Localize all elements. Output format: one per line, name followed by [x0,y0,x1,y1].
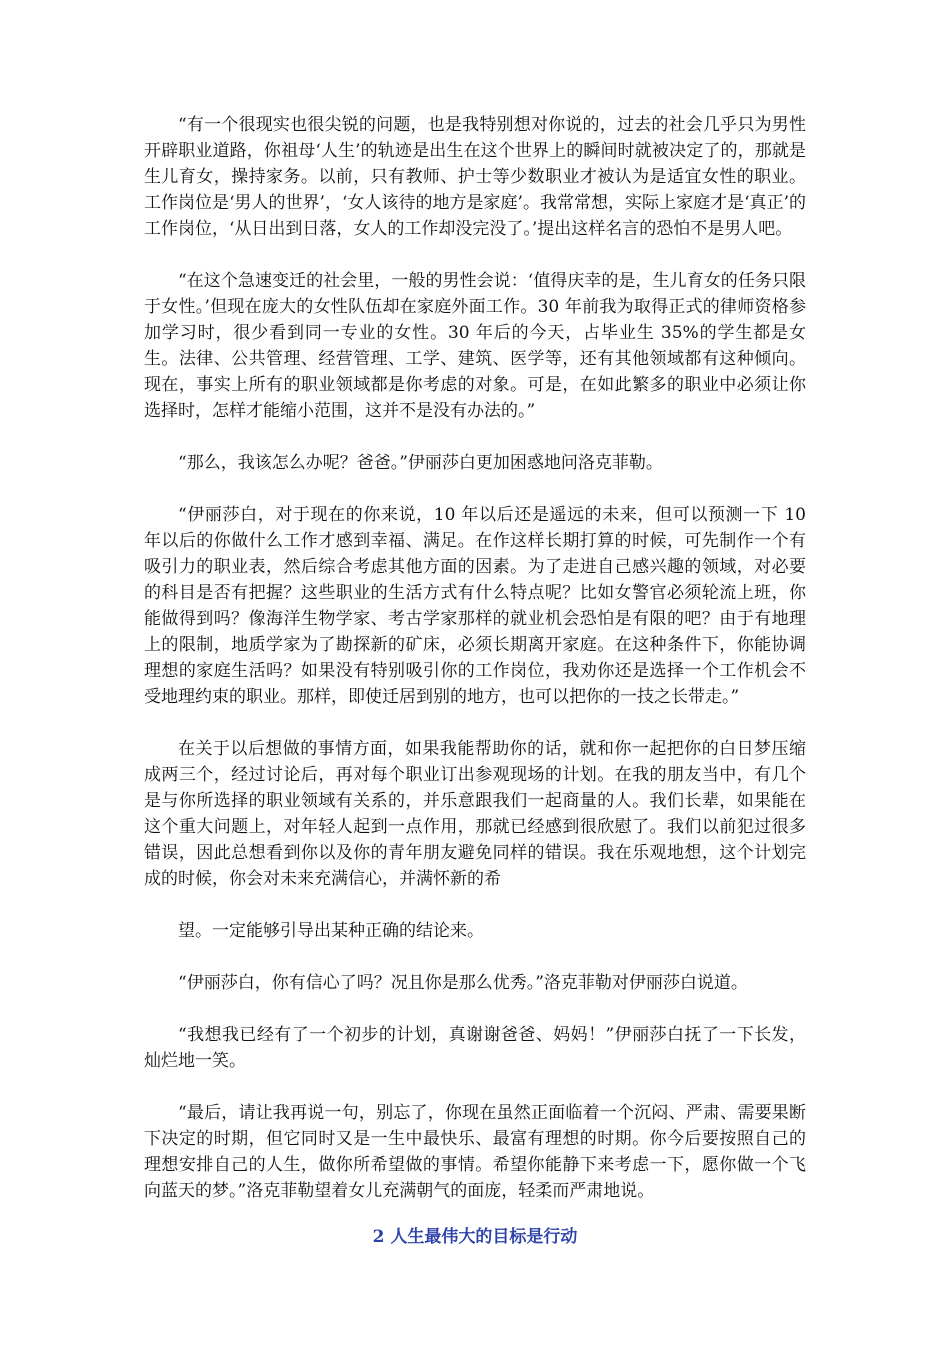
paragraph-3: “那么，我该怎么办呢？爸爸。”伊丽莎白更加困惑地问洛克菲勒。 [178,453,663,473]
paragraph-8: “我想我已经有了一个初步的计划，真谢谢爸爸、妈妈！”伊丽莎白抚了一下长发，灿烂地一笑。 [144,1025,806,1071]
paragraph-7: “伊丽莎白，你有信心了吗？况且你是那么优秀。”洛克菲勒对伊丽莎白说道。 [178,973,748,993]
paragraph-2: “在这个急速变迁的社会里，一般的男性会说：‘值得庆幸的是，生儿育女的任务只限于女性。’但现在庞大的女性队伍却在家庭外面工作。30 年前我为取得正式的律师资格参加学习时，很少看到同一专业的女性。30 年后的今天，占毕业生 35%的学生都是女生。法律、公共管理、经营管理、工学、建筑、医学等，还有其他领域都有这种倾向。现在，事实上所有的职业领域都是你考虑的对象。可是，在如此繁多的职业中必须让你选择时，怎样才能缩小范围，这并不是没有办法的。” [144,271,806,421]
paragraph-4: “伊丽莎白，对于现在的你来说，10 年以后还是遥远的未来，但可以预测一下 10 年以后的你做什么工作才感到幸福、满足。在作这样长期打算的时候，可先制作一个有吸引力的职业表，然后综合考虑其他方面的因素。为了走进自己感兴趣的领域，对必要的科目是否有把握？这些职业的生活方式有什么特点呢？比如女警官必须轮流上班，你能做得到吗？像海洋生物学家、考古学家那样的就业机会恐怕是有限的吧？由于有地理上的限制，地质学家为了勘探新的矿床，必须长期离开家庭。在这种条件下，你能协调理想的家庭生活吗？如果没有特别吸引你的工作岗位，我劝你还是选择一个工作机会不受地理约束的职业。那样，即使迁居到别的地方，也可以把你的一技之长带走。” [144,505,806,707]
paragraph-6: 望。一定能够引导出某种正确的结论来。 [178,921,484,941]
document-body [144,112,806,1250]
paragraph-5: 在关于以后想做的事情方面，如果我能帮助你的话，就和你一起把你的白日梦压缩成两三个，经过讨论后，再对每个职业订出参观现场的计划。在我的朋友当中，有几个是与你所选择的职业领域有关系的，并乐意跟我们一起商量的人。我们长辈，如果能在这个重大问题上，对年轻人起到一点作用，那就已经感到很欣慰了。我们以前犯过很多错误，因此总想看到你以及你的青年朋友避免同样的错误。我在乐观地想，这个计划完成的时候，你会对未来充满信心，并满怀新的希 [144,739,806,889]
paragraph-9: “最后，请让我再说一句，别忘了，你现在虽然正面临着一个沉闷、严肃、需要果断下决定的时期，但它同时又是一生中最快乐、最富有理想的时期。你今后要按照自己的理想安排自己的人生，做你所希望做的事情。希望你能静下来考虑一下，愿你做一个飞向蓝天的梦。”洛克菲勒望着女儿充满朝气的面庞，轻柔而严肃地说。 [144,1103,806,1201]
paragraph-1: “有一个很现实也很尖锐的问题，也是我特别想对你说的，过去的社会几乎只为男性开辟职业道路，你祖母‘人生’的轨迹是出生在这个世界上的瞬间时就被决定了的，那就是生儿育女，操持家务。以前，只有教师、护士等少数职业才被认为是适宜女性的职业。工作岗位是‘男人的世界’，‘女人该待的地方是家庭’。我常常想，实际上家庭才是‘真正’的工作岗位，‘从日出到日落，女人的工作却没完没了。’提出这样名言的恐怕不是男人吧。 [144,115,806,239]
section-heading: 2 人生最伟大的目标是行动 [372,1227,578,1247]
